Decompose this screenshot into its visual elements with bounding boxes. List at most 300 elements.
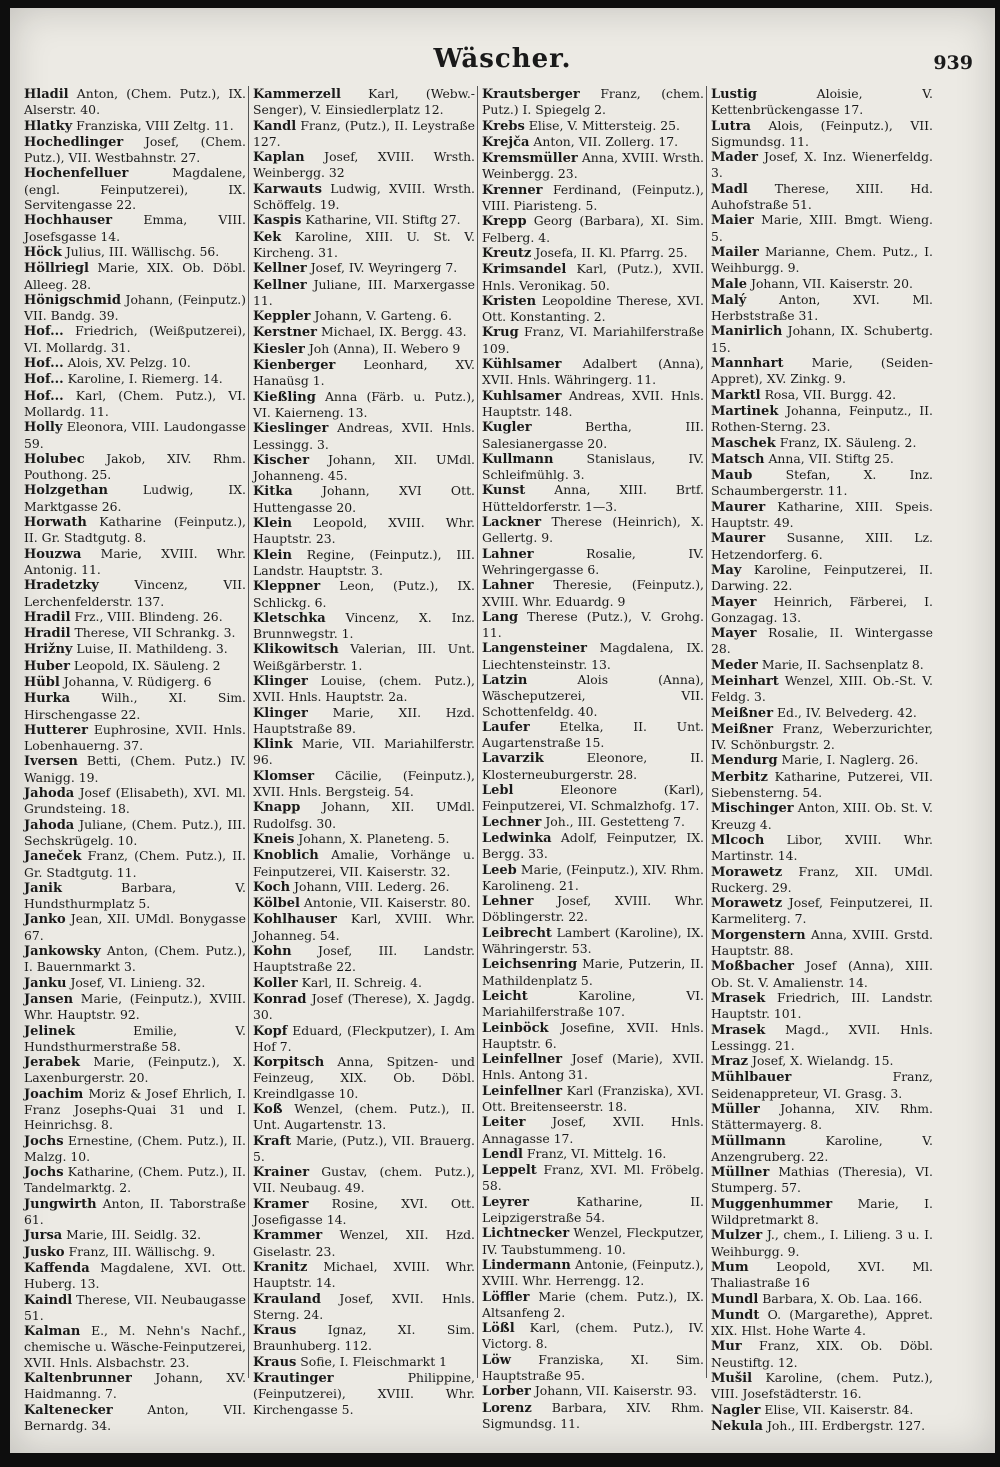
entry-details: Karl, XVIII. Whr. Johanneg. 54.	[253, 911, 475, 943]
entry-details: Anna, Spitzen- und Feinzeug, XIX. Ob. Döbl. Kreindlgasse 10.	[253, 1054, 475, 1101]
entry-details: Luise, II. Mathildeng. 3.	[76, 641, 228, 657]
directory-entry	[253, 768, 475, 800]
entry-details: Marie, (Putz.), VII. Brauerg. 5.	[253, 1132, 475, 1164]
directory-entry	[482, 830, 704, 862]
directory-entry	[253, 831, 475, 847]
directory-entry	[711, 1259, 933, 1291]
entry-details: Wenzel, (chem. Putz.), II. Unt. Augartenstr. 13.	[253, 1101, 475, 1133]
directory-entry	[711, 800, 933, 832]
entry-details: Johann, XV. Haidmanng. 7.	[24, 1370, 246, 1402]
directory-entry	[482, 1194, 704, 1226]
entry-details: Josef, (Chem. Putz.), VII. Westbahnstr. 27.	[24, 133, 246, 166]
directory-entry	[253, 975, 475, 991]
directory-entry	[24, 292, 246, 324]
directory-entry	[482, 482, 704, 514]
entry-details: Anna, VII. Stiftg 25.	[768, 450, 894, 466]
entry-details: Ed., IV. Belvederg. 42.	[777, 704, 917, 720]
directory-entry	[711, 1338, 933, 1370]
directory-entry	[253, 389, 475, 421]
entry-surname: Mayer	[711, 626, 757, 642]
entry-surname: Kaltenbrunner	[24, 1371, 132, 1387]
entry-details: Philippine, (Feinputzerei), XVIII. Whr. Kirchengasse 5.	[253, 1370, 475, 1417]
entry-surname: Kieslinger	[253, 421, 329, 437]
directory-entry	[253, 705, 475, 737]
entry-surname: Krejča	[482, 134, 530, 150]
entry-surname: Kießling	[253, 389, 316, 405]
entry-surname: Janku	[24, 975, 67, 991]
directory-entry	[24, 1133, 246, 1165]
entry-surname: Manirlich	[711, 324, 783, 340]
entry-details: Elise, V. Mittersteig. 25.	[528, 117, 680, 133]
entry-details: Barbara, X. Ob. Laa. 166.	[762, 1290, 923, 1306]
directory-entry	[711, 118, 933, 150]
directory-entry	[24, 371, 246, 387]
entry-details: Louise, (chem. Putz.), XVII. Hnls. Hauptstr. 2a.	[253, 672, 475, 705]
entry-surname: Hochhauser	[24, 213, 113, 229]
entry-surname: Maurer	[711, 531, 766, 547]
entry-surname: Knoblich	[253, 848, 319, 864]
entry-details: Anna, XIII. Brtf. Hütteldorferstr. 1—3.	[482, 482, 704, 514]
entry-surname: Kellner	[253, 261, 307, 277]
entry-surname: Klein	[253, 547, 292, 563]
columns-container	[20, 86, 988, 1434]
directory-entry	[711, 181, 933, 213]
directory-entry	[253, 118, 475, 150]
entry-details: Regine, (Feinputz.), III. Landstr. Hauptstr. 3.	[253, 546, 475, 578]
directory-entry	[24, 722, 246, 754]
directory-entry	[482, 1162, 704, 1194]
directory-entry	[711, 467, 933, 499]
directory-entry	[253, 673, 475, 705]
directory-entry	[253, 1291, 475, 1323]
directory-entry	[482, 988, 704, 1020]
entry-surname: Lichtnecker	[482, 1226, 570, 1242]
entry-details: Josefine, XVII. Hnls. Hauptstr. 6.	[482, 1019, 704, 1051]
entry-surname: Meißner	[711, 721, 774, 737]
entry-surname: Krepp	[482, 214, 527, 230]
directory-entry	[482, 1083, 704, 1115]
directory-entry	[253, 149, 475, 181]
entry-surname: Karwauts	[253, 181, 322, 197]
entry-details: Franz, III. Wällischg. 9.	[68, 1243, 216, 1259]
entry-surname: Moßbacher	[711, 959, 794, 975]
directory-entry	[24, 1244, 246, 1260]
entry-surname: Krug	[482, 325, 519, 341]
directory-entry	[253, 547, 475, 579]
entry-details: Emma, VIII. Josefsgasse 14.	[24, 212, 246, 244]
entry-surname: Madl	[711, 181, 748, 197]
entry-details: Wenzel, XIII. Ob.-St. V. Feldg. 3.	[711, 672, 933, 705]
entry-details: Johann, VII. Kaiserstr. 20.	[750, 275, 913, 291]
entry-details: Therese (Putz.), V. Grohg. 11.	[482, 608, 704, 641]
entry-details: Josef, XVIII. Wrsth. Weinbergg. 32	[253, 149, 475, 181]
entry-details: Katharine, XIII. Speis. Hauptstr. 49.	[711, 498, 933, 531]
directory-entry	[253, 260, 475, 276]
entry-details: Wenzel, XII. Hzd. Giselastr. 23.	[253, 1227, 475, 1259]
directory-entry	[24, 86, 246, 118]
directory-entry	[253, 1227, 475, 1259]
entry-surname: Krebs	[482, 118, 525, 134]
entry-surname: Klein	[253, 516, 292, 532]
directory-entry	[711, 323, 933, 355]
entry-details: Franz, XII. UMdl. Ruckerg. 29.	[711, 863, 933, 895]
entry-details: Heinrich, Färberei, I. Gonzagag. 13.	[711, 593, 933, 625]
entry-surname: Lutra	[711, 118, 751, 134]
entry-details: Josef (Elisabeth), XVI. Ml. Grundsteing. 18.	[24, 785, 246, 817]
entry-details: Eleonore, II. Klosterneuburgerstr. 28.	[482, 750, 704, 782]
entry-details: Anton, XVI. Ml. Herbststraße 31.	[711, 291, 933, 324]
entry-surname: Leeb	[482, 862, 517, 878]
directory-entry	[24, 1260, 246, 1292]
directory-entry	[24, 260, 246, 292]
entry-surname: Hrižny	[24, 642, 73, 658]
directory-entry	[711, 212, 933, 244]
entry-surname: Jelinek	[24, 1023, 76, 1039]
entry-surname: Jochs	[24, 1133, 64, 1149]
entry-surname: Konrad	[253, 991, 307, 1007]
directory-entry	[711, 149, 933, 181]
directory-entry	[253, 879, 475, 895]
entry-details: Antonie, VII. Kaiserstr. 80.	[303, 895, 471, 911]
entry-surname: Mühlbauer	[711, 1070, 792, 1086]
directory-entry	[482, 213, 704, 245]
entry-details: Johann, IX. Schubertg. 15.	[711, 323, 933, 355]
entry-surname: Mrasek	[711, 990, 766, 1006]
directory-entry	[711, 1370, 933, 1402]
entry-surname: Muggenhummer	[711, 1196, 833, 1212]
entry-details: Franz, Weberzurichter, IV. Schönburgstr. 2.	[711, 720, 933, 753]
entry-surname: Hof...	[24, 324, 64, 340]
entry-details: Josefa, II. Kl. Pfarrg. 25.	[535, 244, 688, 260]
directory-entry	[482, 419, 704, 451]
entry-surname: Malý	[711, 292, 747, 308]
directory-entry	[253, 515, 475, 547]
entry-details: Josef (Therese), X. Jagdg. 30.	[253, 990, 475, 1023]
entry-surname: Kunst	[482, 483, 526, 499]
directory-entry	[482, 356, 704, 388]
entry-surname: Jungwirth	[24, 1196, 97, 1212]
entry-surname: Jochs	[24, 1165, 64, 1181]
directory-entry	[24, 609, 246, 625]
entry-surname: Krautsberger	[482, 87, 580, 102]
entry-details: Eduard, (Fleckputzer), I. Am Hof 7.	[253, 1022, 475, 1054]
entry-surname: Koller	[253, 975, 298, 991]
directory-entry	[253, 420, 475, 452]
entry-details: Karl (Franziska), XVI. Ott. Breitenseerstr. 18.	[482, 1082, 704, 1114]
entry-details: Johanna, Feinputz., II. Rothen-Sterng. 23.	[711, 402, 933, 435]
entry-details: Anna (Färb. u. Putz.), VI. Kaierneng. 13.	[253, 388, 475, 420]
entry-details: Johanna, XIV. Rhm. Stättermayerg. 8.	[711, 1101, 933, 1133]
directory-entry	[482, 782, 704, 814]
directory-entry	[711, 403, 933, 435]
directory-entry	[482, 324, 704, 356]
directory-entry	[24, 880, 246, 912]
entry-surname: Hlatky	[24, 118, 73, 134]
entry-surname: Hurka	[24, 691, 71, 707]
entry-details: Eleonora, VIII. Laudongasse 59.	[24, 419, 246, 451]
directory-entry	[482, 546, 704, 578]
entry-surname: Kaplan	[253, 150, 305, 166]
entry-details: Marie, XII. Hzd. Hauptstraße 89.	[253, 704, 475, 736]
entry-surname: Ledwinka	[482, 830, 552, 846]
entry-details: Josef, X. Wielandg. 15.	[752, 1053, 894, 1069]
directory-entry	[711, 1101, 933, 1133]
entry-details: Franz, VI. Mittelg. 16.	[526, 1145, 667, 1161]
entry-surname: Maschek	[711, 435, 776, 451]
entry-surname: Kneis	[253, 831, 295, 847]
directory-entry	[24, 546, 246, 578]
entry-surname: Löw	[482, 1352, 512, 1368]
directory-entry	[482, 261, 704, 293]
entry-details: Anna, XVIII. Wrsth. Weinbergg. 23.	[482, 150, 704, 182]
entry-surname: Jerabek	[24, 1055, 81, 1071]
entry-details: Karl, (chem. Putz.), IV. Victorg. 8.	[482, 1320, 704, 1352]
entry-details: Betti, (Chem. Putz.) IV. Wanigg. 19.	[24, 753, 246, 785]
entry-surname: Kaspis	[253, 213, 302, 229]
entry-surname: Kugler	[482, 420, 532, 436]
directory-entry	[482, 1146, 704, 1162]
directory-entry	[711, 499, 933, 531]
directory-entry	[24, 323, 246, 355]
directory-entry	[482, 1114, 704, 1146]
directory-entry	[482, 1352, 704, 1384]
entry-details: Franz, XVI. Ml. Fröbelg. 58.	[482, 1162, 704, 1194]
entry-details: Leonhard, XV. Hanaüsg 1.	[253, 357, 475, 389]
directory-entry	[711, 1402, 933, 1418]
entry-details: Mathias (Theresia), VI. Stumperg. 57.	[711, 1164, 933, 1196]
entry-details: Wilh., XI. Sim. Hirschengasse 22.	[24, 690, 246, 722]
directory-entry	[711, 1164, 933, 1196]
entry-details: Rosalie, IV. Wehringergasse 6.	[482, 545, 704, 577]
directory-entry	[711, 990, 933, 1022]
directory-entry	[24, 244, 246, 260]
directory-entry	[711, 864, 933, 896]
entry-details: Anton, II. Taborstraße 61.	[24, 1195, 246, 1228]
directory-entry	[253, 895, 475, 911]
directory-entry	[253, 483, 475, 515]
directory-entry	[482, 750, 704, 782]
directory-entry	[253, 1354, 475, 1370]
entry-details: Karoline, (chem. Putz.), VIII. Josefstädterstr. 16.	[711, 1370, 933, 1402]
entry-details: Eleonore (Karl), Feinputzerei, VI. Schmalzhofg. 17.	[482, 782, 704, 814]
entry-surname: Lorenz	[482, 1400, 532, 1416]
entry-surname: Jansen	[24, 991, 74, 1007]
entry-details: Anton, XIII. Ob. St. V. Kreuzg 4.	[711, 800, 933, 832]
entry-details: Jakob, XIV. Rhm. Pouthong. 25.	[24, 450, 246, 483]
directory-entry	[711, 958, 933, 990]
directory-entry	[711, 1133, 933, 1165]
entry-details: Moriz & Josef Ehrlich, I. Franz Josephs-Quai 31 und I. Heinrichsg. 8.	[24, 1085, 246, 1133]
entry-details: Katharine, (Chem. Putz.), II. Tandelmarktg. 2.	[24, 1164, 246, 1196]
entry-details: Leopold, IX. Säuleng. 2	[73, 657, 221, 673]
column-1	[20, 86, 249, 1433]
directory-entry	[711, 752, 933, 768]
directory-entry	[711, 1418, 933, 1434]
entry-details: Magdalena, IX. Liechtensteinstr. 13.	[482, 640, 704, 672]
entry-surname: Lebl	[482, 783, 514, 799]
directory-entry	[711, 1022, 933, 1054]
entry-surname: Krauland	[253, 1291, 321, 1307]
entry-surname: Hübl	[24, 674, 60, 690]
entry-surname: Müller	[711, 1102, 760, 1117]
entry-surname: Lorber	[482, 1384, 531, 1400]
directory-entry	[482, 388, 704, 420]
entry-surname: Nagler	[711, 1402, 761, 1418]
entry-details: Marie, I. Naglerg. 26.	[781, 752, 919, 768]
entry-details: Franziska, VIII Zeltg. 11.	[76, 117, 234, 133]
directory-entry	[711, 435, 933, 451]
entry-details: Stanislaus, IV. Schleifmühlg. 3.	[482, 450, 704, 483]
entry-details: Sofie, I. Fleischmarkt 1	[300, 1353, 447, 1369]
directory-entry	[253, 799, 475, 831]
entry-details: Johann, V. Garteng. 6.	[314, 308, 452, 324]
entry-surname: Maurer	[711, 499, 766, 515]
directory-entry	[253, 212, 475, 228]
entry-surname: Mannhart	[711, 356, 784, 372]
entry-surname: Leppelt	[482, 1163, 537, 1179]
directory-entry	[711, 244, 933, 276]
directory-entry	[24, 690, 246, 722]
directory-entry	[482, 118, 704, 134]
entry-details: Leopoldine Therese, XVI. Ott. Konstanting. 2.	[482, 292, 704, 325]
entry-surname: Lang	[482, 609, 519, 625]
directory-entry	[24, 1292, 246, 1324]
directory-entry	[24, 943, 246, 975]
entry-surname: Kleppner	[253, 579, 321, 595]
entry-details: Leon, (Putz.), IX. Schlickg. 6.	[253, 578, 475, 610]
entry-details: Alois, XV. Pelzg. 10.	[67, 355, 191, 371]
directory-entry	[711, 387, 933, 403]
entry-details: Rosine, XVI. Ott. Josefigasse 14.	[253, 1195, 475, 1228]
entry-surname: May	[711, 562, 742, 578]
entry-surname: Joachim	[24, 1086, 84, 1102]
directory-entry	[253, 277, 475, 309]
directory-entry	[24, 355, 246, 371]
entry-details: Andreas, XVII. Hnls. Hauptstr. 148.	[482, 387, 704, 419]
entry-surname: Mrasek	[711, 1022, 766, 1038]
directory-entry	[253, 1054, 475, 1101]
directory-entry	[24, 388, 246, 420]
entry-surname: Klomser	[253, 768, 315, 784]
directory-entry	[482, 150, 704, 182]
entry-surname: Kalman	[24, 1324, 81, 1340]
entry-surname: Mur	[711, 1339, 742, 1355]
entry-surname: Jahoda	[24, 817, 75, 833]
directory-entry	[24, 118, 246, 134]
entry-details: Libor, XVIII. Whr. Martinstr. 14.	[711, 831, 933, 864]
directory-entry	[482, 672, 704, 719]
directory-entry	[711, 1307, 933, 1339]
directory-entry	[24, 658, 246, 674]
entry-surname: Hof...	[24, 356, 64, 372]
entry-surname: Hradil	[24, 626, 71, 642]
entry-surname: Knapp	[253, 800, 301, 816]
entry-details: Elise, VII. Kaiserstr. 84.	[764, 1401, 914, 1417]
entry-surname: Leiter	[482, 1115, 526, 1131]
directory-entry	[482, 134, 704, 150]
directory-entry	[253, 641, 475, 673]
directory-entry	[253, 1370, 475, 1417]
entry-surname: Kitka	[253, 484, 293, 500]
entry-surname: Kohn	[253, 944, 292, 960]
entry-details: Katharine (Feinputz.), II. Gr. Stadtgutg. 8.	[24, 514, 246, 546]
column-3	[478, 86, 707, 1431]
entry-surname: Mušil	[711, 1371, 753, 1387]
directory-entry	[711, 451, 933, 467]
entry-surname: Holly	[24, 420, 63, 436]
entry-surname: Kraus	[253, 1323, 297, 1339]
entry-details: Lambert (Karoline), IX. Währingerstr. 53.	[482, 924, 704, 957]
entry-details: Karoline, Feinputzerei, II. Darwing. 22.	[711, 561, 933, 594]
entry-surname: Kopf	[253, 1023, 288, 1039]
entry-details: Josef (Marie), XVII. Hnls. Antong 31.	[482, 1051, 704, 1083]
directory-entry	[482, 1051, 704, 1083]
directory-entry	[253, 736, 475, 768]
entry-details: Andreas, XVII. Hnls. Lessingg. 3.	[253, 420, 475, 452]
directory-entry	[24, 674, 246, 690]
directory-entry	[711, 355, 933, 387]
directory-entry	[24, 482, 246, 514]
entry-surname: Mlcoch	[711, 832, 765, 848]
directory-page	[10, 8, 995, 1453]
entry-details: Amalie, Vorhänge u. Feinputzerei, VII. Kaiserstr. 32.	[253, 847, 475, 879]
entry-surname: Marktl	[711, 387, 761, 403]
entry-surname: Kaffenda	[24, 1260, 90, 1276]
directory-entry	[482, 609, 704, 641]
directory-entry	[24, 1086, 246, 1133]
directory-entry	[24, 753, 246, 785]
entry-surname: Kellner	[253, 277, 307, 293]
entry-surname: Maub	[711, 468, 753, 484]
entry-details: Magdalene, (engl. Feinputzerei), IX. Servitengasse 22.	[24, 165, 246, 213]
entry-surname: Mraz	[711, 1054, 749, 1070]
entry-surname: Hochenfelluer	[24, 166, 129, 182]
entry-surname: Kranitz	[253, 1259, 308, 1275]
entry-details: Alois (Anna), Wäscheputzerei, VII. Schottenfeldg. 40.	[482, 671, 704, 719]
entry-surname: Martinek	[711, 403, 779, 419]
entry-surname: Höck	[24, 244, 62, 260]
entry-details: Anton, (Chem. Putz.), IX. Alserstr. 40.	[24, 86, 246, 118]
entry-details: Anton, VII. Bernardg. 34.	[24, 1401, 246, 1433]
entry-details: Stefan, X. Inz. Schaumbergerstr. 11.	[711, 467, 933, 499]
directory-entry	[24, 165, 246, 212]
entry-surname: Kristen	[482, 293, 537, 309]
entry-surname: Kullmann	[482, 451, 554, 467]
entry-surname: Holzgethan	[24, 483, 108, 499]
directory-entry	[482, 86, 704, 118]
entry-surname: Kraus	[253, 1354, 297, 1370]
entry-surname: Huber	[24, 658, 70, 674]
entry-details: Joh., III. Gestetteng 7.	[545, 813, 685, 829]
directory-entry	[711, 562, 933, 594]
directory-entry	[253, 357, 475, 389]
entry-surname: Lehner	[482, 894, 534, 910]
directory-entry	[253, 308, 475, 324]
directory-entry	[253, 1133, 475, 1165]
entry-details: Gustav, (chem. Putz.), VII. Neubaug. 49.	[253, 1164, 475, 1196]
entry-surname: Lechner	[482, 814, 542, 830]
entry-details: Therese (Heinrich), X. Gellertg. 9.	[482, 514, 704, 546]
directory-entry	[711, 1291, 933, 1307]
directory-entry	[711, 86, 933, 118]
directory-entry	[253, 452, 475, 484]
entry-surname: Müllmann	[711, 1133, 786, 1149]
entry-surname: Maier	[711, 213, 754, 229]
directory-entry	[253, 991, 475, 1023]
entry-details: Michael, IX. Bergg. 43.	[320, 324, 467, 340]
entry-surname: Leibrecht	[482, 925, 552, 941]
directory-entry	[253, 847, 475, 879]
